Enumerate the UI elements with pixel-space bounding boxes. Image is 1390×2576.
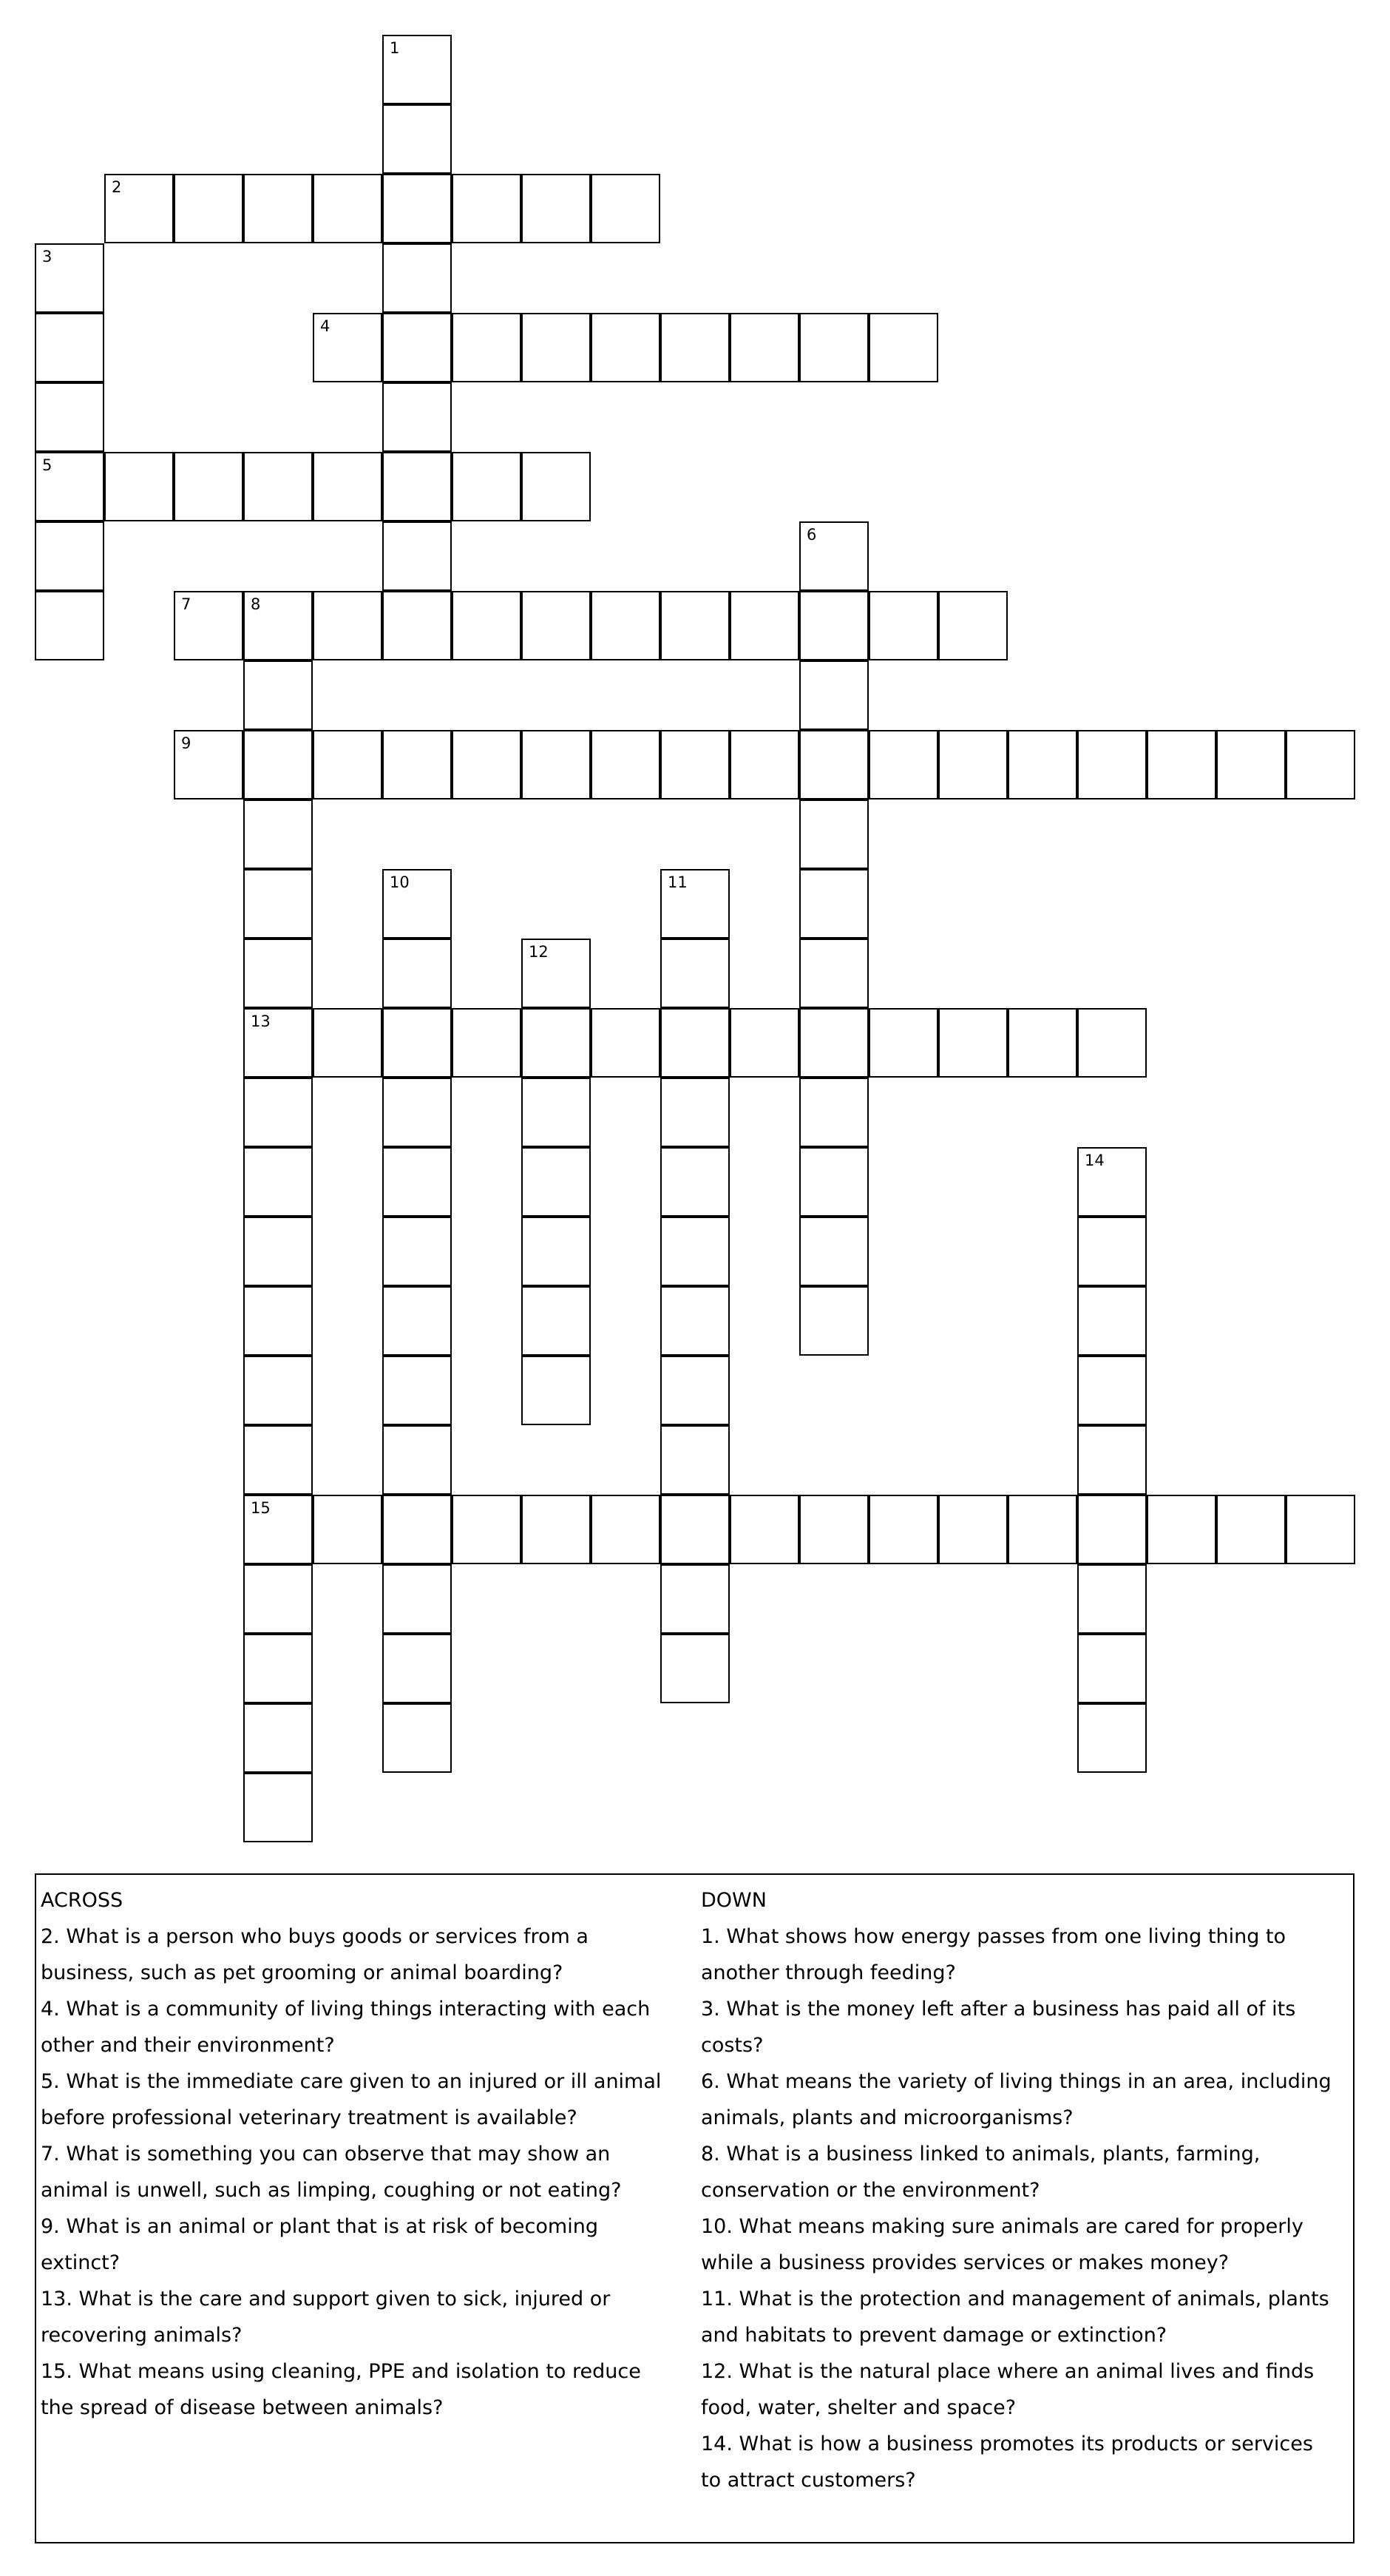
grid-cell[interactable] [1077,1425,1147,1495]
down-heading: DOWN [701,1889,767,1912]
clue-number: 11 [668,873,688,891]
grid-cell[interactable] [938,591,1008,660]
grid-cell[interactable] [730,1008,799,1078]
grid-cell[interactable] [382,1634,452,1703]
down-clue: 10. What means making sure animals are cared for properly while a business provides services or makes money? [701,2215,1303,2274]
grid-cell[interactable] [660,1634,730,1703]
grid-cell[interactable] [869,591,938,660]
grid-cell[interactable] [174,730,243,799]
clues-box [35,1873,1355,2543]
grid-cell[interactable] [452,1495,521,1564]
grid-cell[interactable] [1077,1634,1147,1703]
grid-cell[interactable] [382,1217,452,1286]
grid-cell[interactable] [521,1356,591,1425]
grid-cell[interactable] [521,591,591,660]
grid-cell[interactable] [799,799,869,869]
across-clue: 15. What means using cleaning, PPE and isolation to reduce the spread of disease between animals? [41,2360,641,2419]
grid-cell[interactable] [243,452,313,521]
grid-cell[interactable] [35,521,104,591]
grid-cell[interactable] [591,591,660,660]
grid-cell[interactable] [382,1008,452,1078]
grid-cell[interactable] [521,1495,591,1564]
grid-cell[interactable] [1077,1564,1147,1634]
grid-cell[interactable] [243,730,313,799]
down-clue: 6. What means the variety of living things in an area, including animals, plants and microorganisms? [701,2070,1332,2129]
grid-cell[interactable] [382,730,452,799]
grid-cell[interactable] [243,1703,313,1773]
grid-cell[interactable] [591,1008,660,1078]
clue-number: 10 [390,873,410,891]
grid-cell[interactable] [799,1217,869,1286]
grid-cell[interactable] [799,730,869,799]
grid-cell[interactable] [35,382,104,452]
grid-cell[interactable] [382,35,452,104]
grid-cell[interactable] [521,174,591,243]
down-clue: 12. What is the natural place where an animal lives and finds food, water, shelter and space? [701,2360,1315,2419]
grid-cell[interactable] [382,591,452,660]
grid-cell[interactable] [660,591,730,660]
grid-cell[interactable] [799,1147,869,1217]
grid-cell[interactable] [799,660,869,730]
grid-cell[interactable] [382,1425,452,1495]
grid-cell[interactable] [243,1425,313,1495]
clue-number: 8 [251,595,261,613]
clue-number: 6 [807,526,817,544]
down-clue: 1. What shows how energy passes from one living thing to another through feeding? [701,1925,1286,1984]
grid-cell[interactable] [521,1217,591,1286]
grid-cell[interactable] [660,1356,730,1425]
grid-cell[interactable] [35,243,104,313]
clue-number: 1 [390,39,400,57]
grid-cell[interactable] [660,1008,730,1078]
across-clue: 9. What is an animal or plant that is at risk of becoming extinct? [41,2215,598,2274]
grid-cell[interactable] [452,591,521,660]
grid-cell[interactable] [660,1147,730,1217]
grid-cell[interactable] [869,1008,938,1078]
across-clue: 4. What is a community of living things interacting with each other and their environment? [41,1998,651,2057]
grid-cell[interactable] [591,1495,660,1564]
grid-cell[interactable] [382,243,452,313]
grid-cell[interactable] [1077,1495,1147,1564]
grid-cell[interactable] [382,1356,452,1425]
grid-cell[interactable] [1286,730,1355,799]
grid-cell[interactable] [382,869,452,939]
grid-cell[interactable] [313,1008,382,1078]
down-clue: 3. What is the money left after a business has paid all of its costs? [701,1998,1296,2057]
grid-cell[interactable] [243,799,313,869]
grid-cell[interactable] [313,174,382,243]
grid-cell[interactable] [243,174,313,243]
grid-cell[interactable] [730,730,799,799]
grid-cell[interactable] [104,174,174,243]
grid-cell[interactable] [243,1078,313,1147]
grid-cell[interactable] [938,1008,1008,1078]
down-clues [701,1882,1337,2498]
grid-cell[interactable] [243,1564,313,1634]
grid-cell[interactable] [1077,1286,1147,1356]
grid-cell[interactable] [660,1286,730,1356]
grid-cell[interactable] [660,313,730,382]
grid-cell[interactable] [243,1147,313,1217]
grid-cell[interactable] [1077,1008,1147,1078]
grid-cell[interactable] [243,939,313,1008]
grid-cell[interactable] [660,730,730,799]
grid-cell[interactable] [382,1703,452,1773]
grid-cell[interactable] [243,1773,313,1842]
grid-cell[interactable] [1216,1495,1286,1564]
grid-cell[interactable] [1008,1495,1077,1564]
grid-cell[interactable] [452,174,521,243]
grid-cell[interactable] [452,313,521,382]
grid-cell[interactable] [521,313,591,382]
grid-cell[interactable] [521,1078,591,1147]
grid-cell[interactable] [313,591,382,660]
grid-cell[interactable] [730,1495,799,1564]
across-clue: 2. What is a person who buys goods or services from a business, such as pet grooming or animal boarding? [41,1925,589,1984]
grid-cell[interactable] [660,1564,730,1634]
grid-cell[interactable] [313,1495,382,1564]
grid-cell[interactable] [1008,1008,1077,1078]
grid-cell[interactable] [35,591,104,660]
across-heading: ACROSS [41,1889,123,1912]
grid-cell[interactable] [660,939,730,1008]
grid-cell[interactable] [591,730,660,799]
grid-cell[interactable] [660,1425,730,1495]
grid-cell[interactable] [382,174,452,243]
grid-cell[interactable] [452,452,521,521]
down-clue: 14. What is how a business promotes its products or services to attract customers? [701,2433,1313,2492]
grid-cell[interactable] [174,591,243,660]
grid-cell[interactable] [799,591,869,660]
grid-cell[interactable] [243,660,313,730]
grid-cell[interactable] [452,1008,521,1078]
clue-number: 3 [42,248,52,266]
clue-number: 5 [42,456,52,474]
grid-cell[interactable] [799,869,869,939]
grid-cell[interactable] [382,1147,452,1217]
grid-cell[interactable] [1077,1703,1147,1773]
grid-cell[interactable] [382,313,452,382]
grid-cell[interactable] [174,452,243,521]
across-clue: 13. What is the care and support given to sick, injured or recovering animals? [41,2288,611,2347]
grid-cell[interactable] [243,869,313,939]
grid-cell[interactable] [591,174,660,243]
grid-cell[interactable] [382,382,452,452]
grid-cell[interactable] [1077,1147,1147,1217]
grid-cell[interactable] [382,521,452,591]
grid-cell[interactable] [243,1217,313,1286]
clue-number: 12 [529,943,549,961]
grid-cell[interactable] [35,452,104,521]
grid-cell[interactable] [104,452,174,521]
grid-cell[interactable] [243,591,313,660]
clue-number: 15 [251,1499,271,1517]
grid-cell[interactable] [313,313,382,382]
grid-cell[interactable] [1147,1495,1216,1564]
grid-cell[interactable] [1077,1356,1147,1425]
grid-cell[interactable] [660,869,730,939]
across-clue: 5. What is the immediate care given to an injured or ill animal before professional veterinary treatment is available? [41,2070,662,2129]
grid-cell[interactable] [452,730,521,799]
grid-cell[interactable] [1077,730,1147,799]
grid-cell[interactable] [1216,730,1286,799]
across-clues [41,1882,677,2426]
grid-cell[interactable] [799,1008,869,1078]
clue-number: 2 [112,178,122,196]
grid-cell[interactable] [799,1078,869,1147]
grid-cell[interactable] [243,1495,313,1564]
grid-cell[interactable] [591,313,660,382]
grid-cell[interactable] [1147,730,1216,799]
down-clue: 8. What is a business linked to animals, plants, farming, conservation or the environment? [701,2143,1261,2202]
grid-cell[interactable] [521,1147,591,1217]
grid-cell[interactable] [521,452,591,521]
grid-cell[interactable] [521,1008,591,1078]
grid-cell[interactable] [382,1286,452,1356]
grid-cell[interactable] [313,730,382,799]
down-clue: 11. What is the protection and management of animals, plants and habitats to prevent damage or extinction? [701,2288,1329,2347]
clue-number: 13 [251,1013,271,1030]
grid-cell[interactable] [243,1008,313,1078]
grid-cell[interactable] [660,1078,730,1147]
grid-cell[interactable] [382,1078,452,1147]
grid-cell[interactable] [869,1495,938,1564]
clue-number: 14 [1085,1152,1105,1169]
grid-cell[interactable] [938,730,1008,799]
grid-cell[interactable] [382,1564,452,1634]
grid-cell[interactable] [660,1495,730,1564]
grid-cell[interactable] [243,1286,313,1356]
grid-cell[interactable] [243,1634,313,1703]
grid-cell[interactable] [869,730,938,799]
grid-cell[interactable] [243,1356,313,1425]
grid-cell[interactable] [35,313,104,382]
grid-cell[interactable] [730,591,799,660]
clue-number: 9 [181,734,191,752]
grid-cell[interactable] [869,313,938,382]
grid-cell[interactable] [660,1217,730,1286]
grid-cell[interactable] [382,104,452,174]
grid-cell[interactable] [799,313,869,382]
grid-cell[interactable] [799,1286,869,1356]
grid-cell[interactable] [174,174,243,243]
grid-cell[interactable] [799,521,869,591]
grid-cell[interactable] [521,1286,591,1356]
grid-cell[interactable] [799,939,869,1008]
grid-cell[interactable] [521,939,591,1008]
grid-cell[interactable] [521,730,591,799]
grid-cell[interactable] [382,452,452,521]
grid-cell[interactable] [1008,730,1077,799]
grid-cell[interactable] [730,313,799,382]
clue-number: 7 [181,595,191,613]
grid-cell[interactable] [382,939,452,1008]
across-clue: 7. What is something you can observe that may show an animal is unwell, such as limping, coughing or not eating? [41,2143,622,2202]
grid-cell[interactable] [799,1495,869,1564]
grid-cell[interactable] [1286,1495,1355,1564]
grid-cell[interactable] [313,452,382,521]
grid-cell[interactable] [1077,1217,1147,1286]
grid-cell[interactable] [382,1495,452,1564]
clue-number: 4 [320,317,330,335]
grid-cell[interactable] [938,1495,1008,1564]
